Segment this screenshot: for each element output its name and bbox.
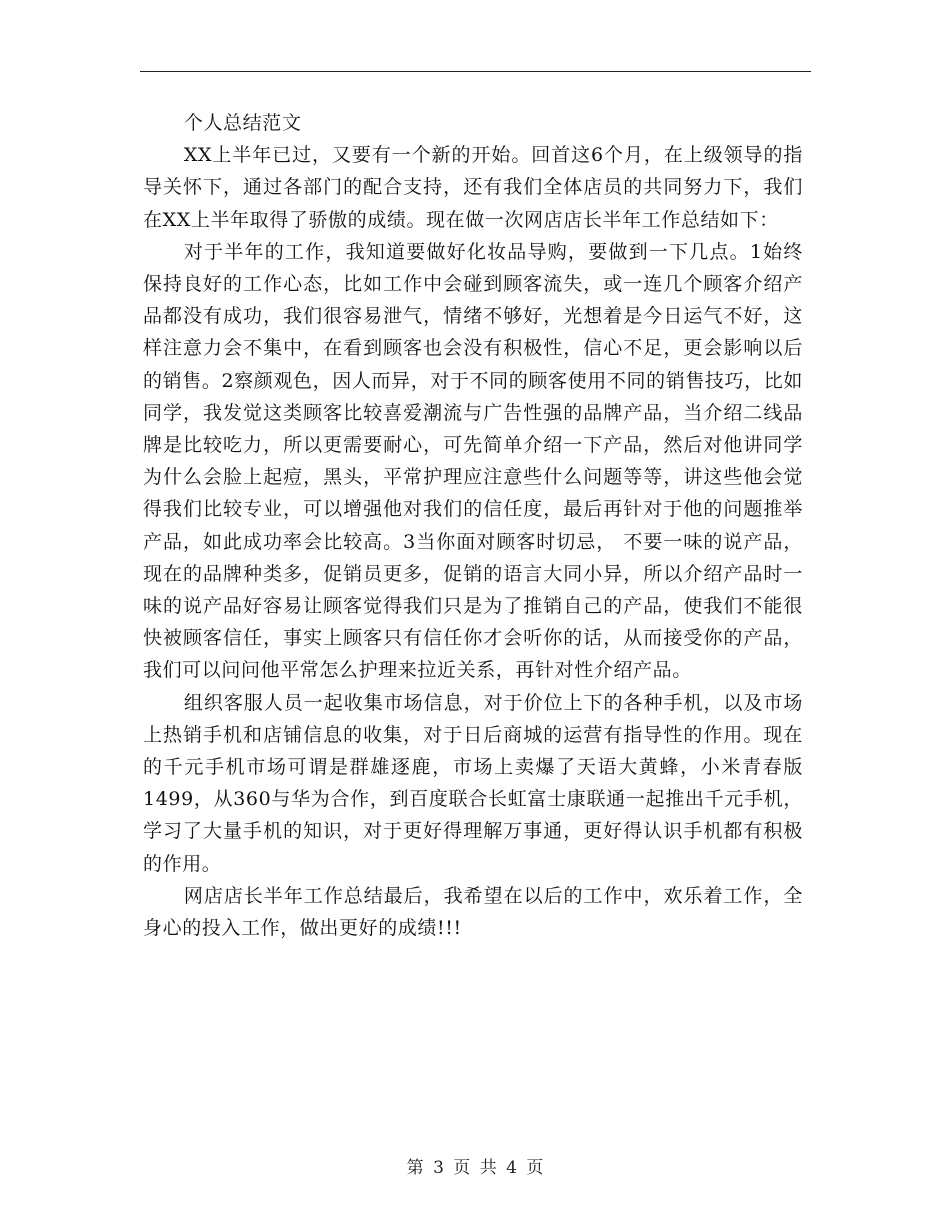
paragraph-4: 网店店长半年工作总结最后，我希望在以后的工作中，欢乐着工作，全身心的投入工作，做出更好的成绩!!! <box>143 884 803 940</box>
header-rule <box>140 71 811 72</box>
document-body <box>143 107 803 944</box>
paragraph-1: XX上半年已过，又要有一个新的开始。回首这6个月，在上级领导的指导关怀下，通过各部门的配合支持，还有我们全体店员的共同努力下，我们在XX上半年取得了骄傲的成绩。现在做一次网店店长半年工作总结如下： <box>143 144 803 231</box>
paragraph-2: 对于半年的工作，我知道要做好化妆品导购，要做到一下几点。1始终保持良好的工作心态，比如工作中会碰到顾客流失，或一连几个顾客介绍产品都没有成功，我们很容易泄气，情绪不够好，光想着是今日运气不好，这样注意力会不集中，在看到顾客也会没有积极性，信心不足，更会影响以后的销售。2察颜观色，因人而异，对于不同的顾客使用不同的销售技巧，比如同学，我发觉这类顾客比较喜爱潮流与广告性强的品牌产品，当介绍二线品牌是比较吃力，所以更需要耐心，可先简单介绍一下产品，然后对他讲同学为什么会脸上起痘，黑头，平常护理应注意些什么问题等等，讲这些他会觉得我们比较专业，可以增强他对我们的信任度，最后再针对于他的问题推举产品，如此成功率会比较高。3当你面对顾客时切忌， 不要一味的说产品，现在的品牌种类多，促销员更多，促销的语言大同小异，所以介绍产品时一味的说产品好容易让顾客觉得我们只是为了推销自己的产品，使我们不能很快被顾客信任，事实上顾客只有信任你才会听你的话，从而接受你的产品，我们可以问问他平常怎么护理来拉近关系，再针对性介绍产品。 <box>143 240 803 682</box>
document-title: 个人总结范文 <box>183 112 302 134</box>
page-number: 第 3 页 共 4 页 <box>406 1158 544 1178</box>
paragraph-3: 组织客服人员一起收集市场信息，对于价位上下的各种手机，以及市场上热销手机和店铺信息的收集，对于日后商城的运营有指导性的作用。现在的千元手机市场可谓是群雄逐鹿，市场上卖爆了天语大黄蜂，小米青春版1499，从360与华为合作，到百度联合长虹富士康联通一起推出千元手机，学习了大量手机的知识，对于更好得理解万事通，更好得认识手机都有积极的作用。 <box>143 691 803 875</box>
